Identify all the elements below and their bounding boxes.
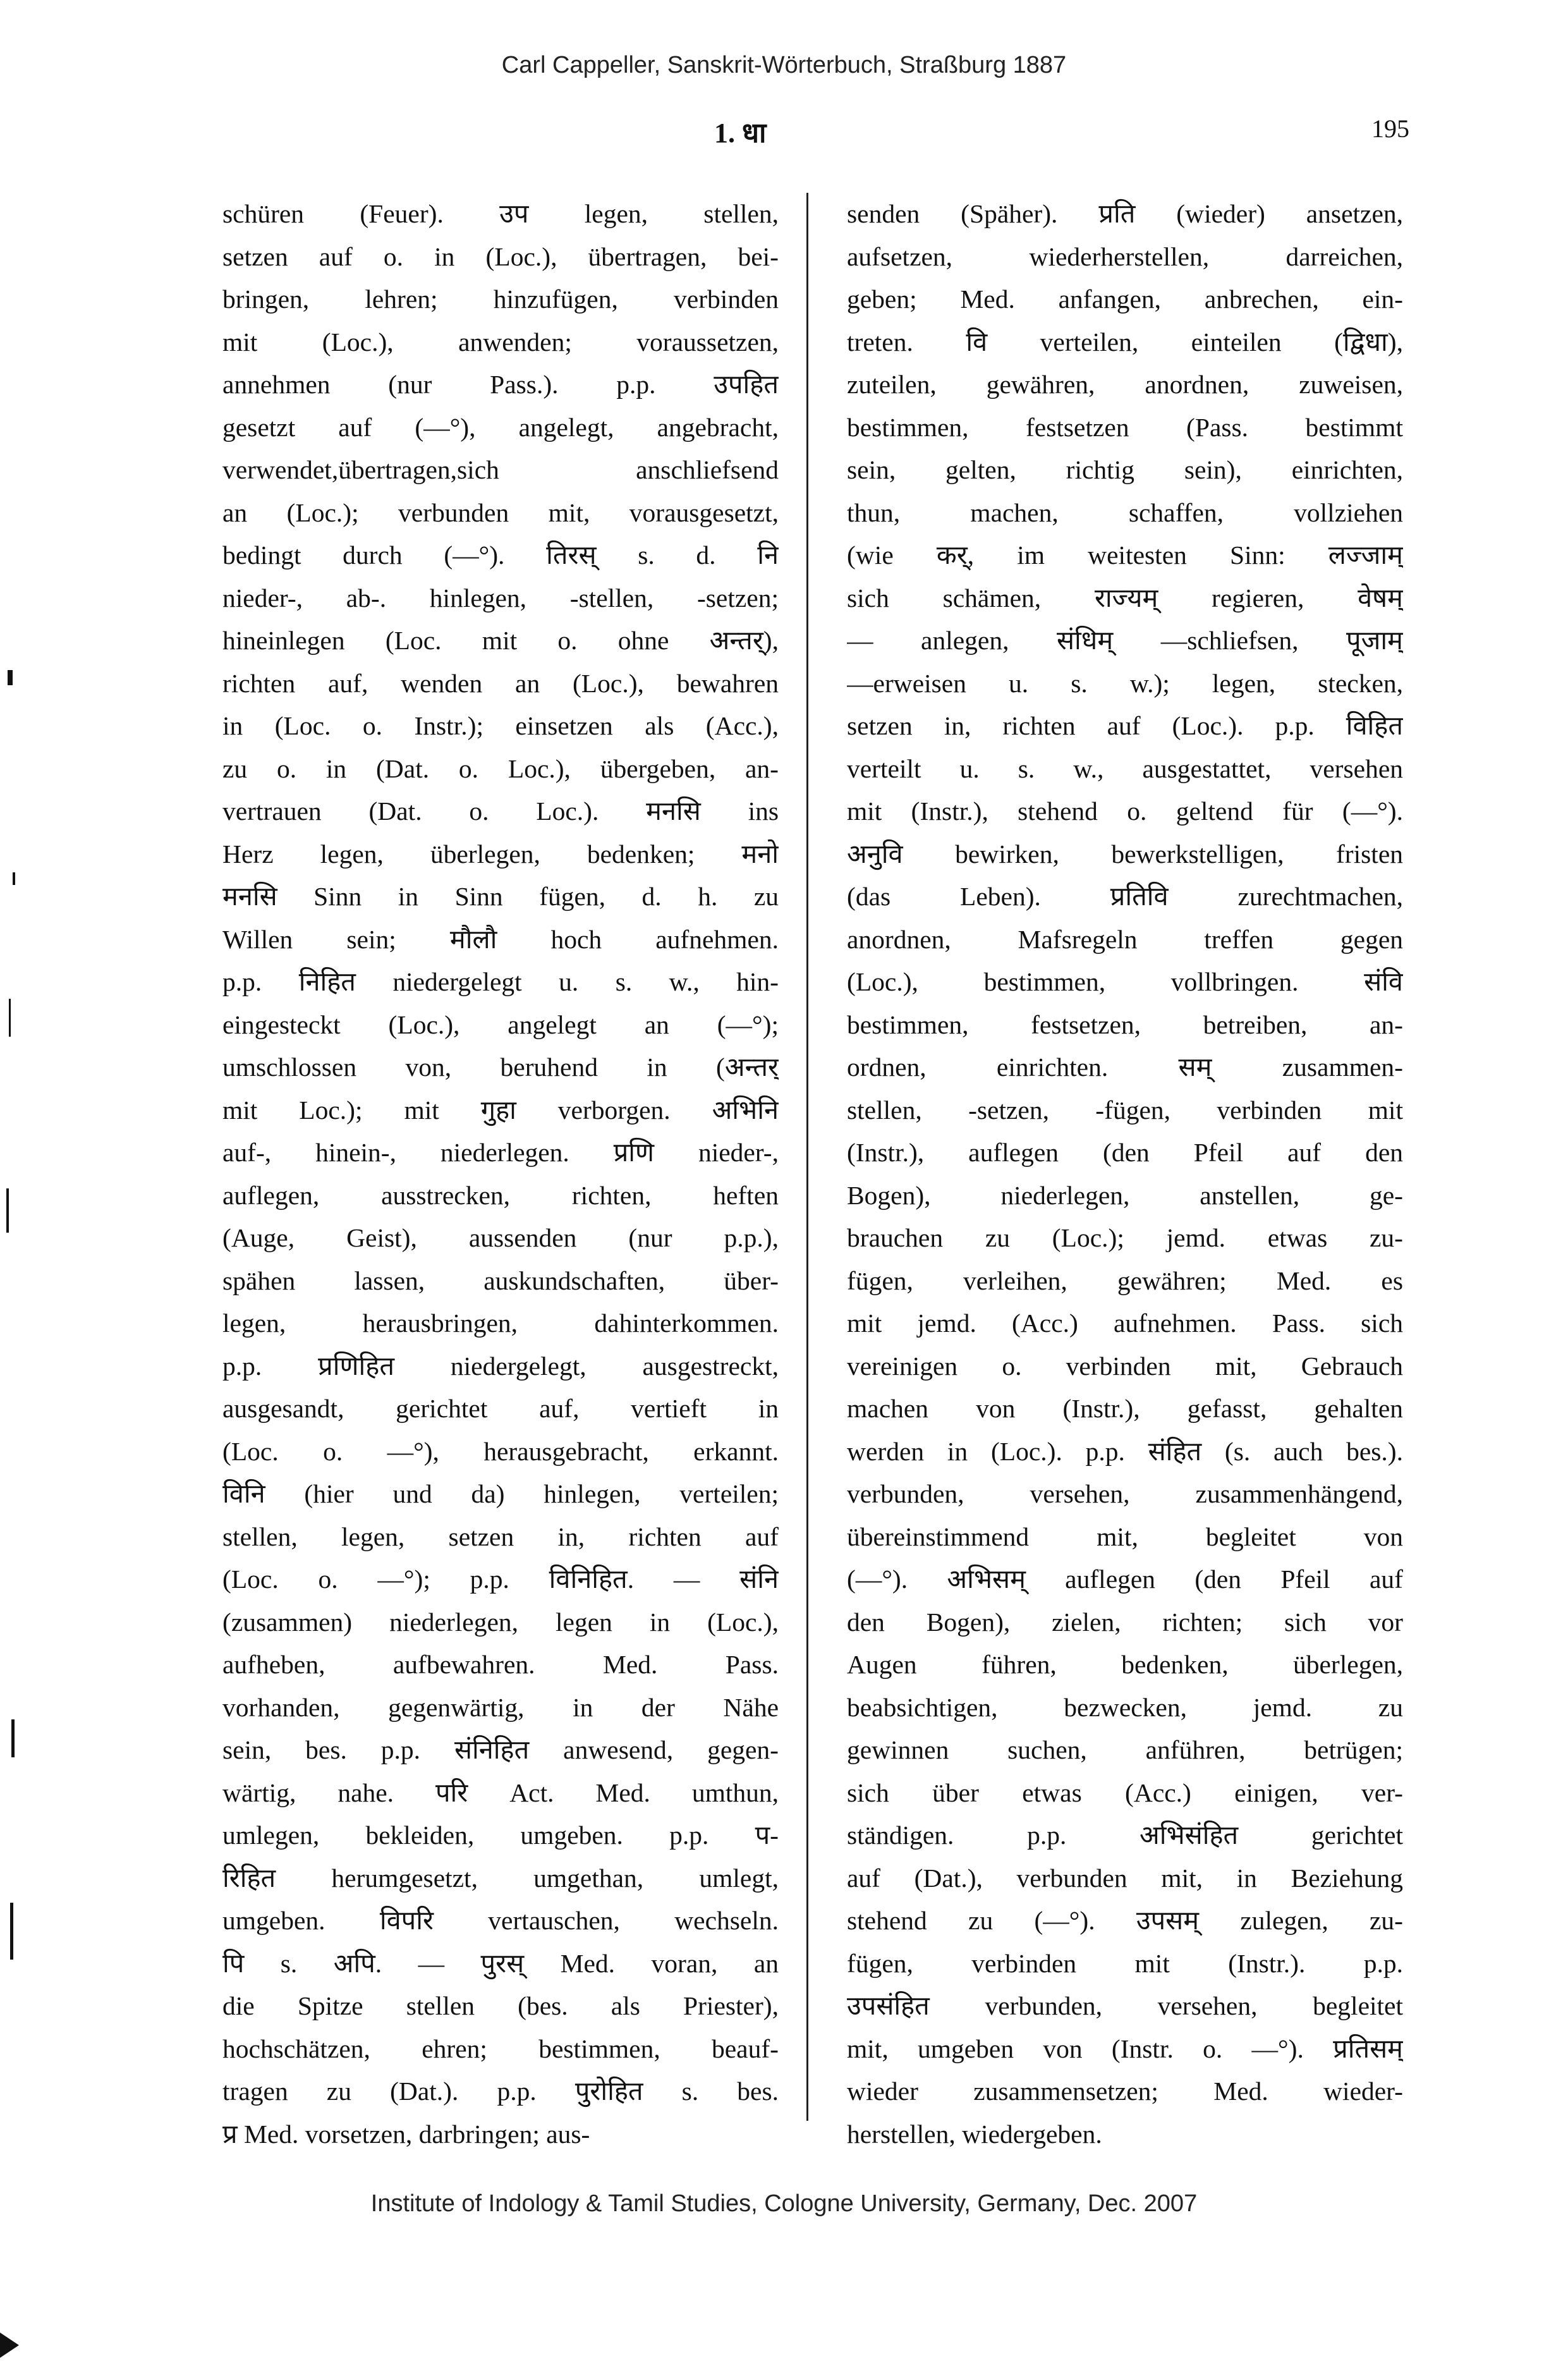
text-line: अनुवि bewirken, bewerkstelligen, fristen [847,839,1403,869]
text-line: Bogen), niederlegen, anstellen, ge- [847,1180,1403,1210]
source-header: Carl Cappeller, Sanskrit-Wörterbuch, Straßburg 1887 [501,52,1067,78]
text-line: in (Loc. o. Instr.); einsetzen als (Acc.), [222,711,779,740]
text-line: anordnen, Mafsregeln treffen gegen [847,924,1403,954]
text-line: sein, gelten, richtig sein), einrichten, [847,455,1403,484]
text-line: (Loc. o. —°), herausgebracht, erkannt. [222,1436,779,1466]
text-line: hochschätzen, ehren; bestimmen, beauf- [222,2034,779,2063]
text-line: umlegen, bekleiden, umgeben. p.p. प- [222,1821,779,1850]
text-line: stehend zu (—°). उपसम् zulegen, zu- [847,1906,1403,1935]
text-line: रिहित herumgesetzt, umgethan, umlegt, [222,1863,779,1893]
text-line: nieder-, ab-. hinlegen, -stellen, -setzen; [222,583,779,613]
text-line: bestimmen, festsetzen, betreiben, an- [847,1010,1403,1039]
text-line: (Auge, Geist), aussenden (nur p.p.), [222,1223,779,1252]
text-line: p.p. प्रणिहित niedergelegt, ausgestreckt, [222,1351,779,1381]
text-line: gesetzt auf (—°), angelegt, angebracht, [222,412,779,442]
text-line: विनि (hier und da) hinlegen, verteilen; [222,1479,779,1508]
text-line: (Instr.), auflegen (den Pfeil auf den [847,1138,1403,1167]
text-line: मनसि Sinn in Sinn fügen, d. h. zu [222,882,779,911]
text-line: legen, herausbringen, dahinterkommen. [222,1309,779,1338]
text-line: zuteilen, gewähren, anordnen, zuweisen, [847,370,1403,399]
text-line: aufheben, aufbewahren. Med. Pass. [222,1650,779,1679]
text-line: stellen, legen, setzen in, richten auf [222,1522,779,1551]
text-line: werden in (Loc.). p.p. संहित (s. auch bes.). [847,1436,1403,1466]
text-line: Augen führen, bedenken, überlegen, [847,1650,1403,1679]
text-line: ausgesandt, gerichtet auf, vertieft in [222,1394,779,1423]
text-line: fügen, verbinden mit (Instr.). p.p. [847,1948,1403,1978]
text-line: (das Leben). प्रतिवि zurechtmachen, [847,882,1403,911]
column-divider [806,193,808,2121]
text-line: — anlegen, संधिम् —schliefsen, पूजाम् [847,626,1403,655]
text-line: sich schämen, राज्यम् regieren, वेषम् [847,583,1403,613]
text-line: bedingt durch (—°). तिरस् s. d. नि [222,540,779,570]
footer-credit: Institute of Indology & Tamil Studies, Cologne University, Germany, Dec. 2007 [370,2190,1198,2217]
text-line: mit Loc.); mit गुहा verborgen. अभिनि [222,1095,779,1125]
text-line: (wie कर्, im weitesten Sinn: लज्जाम् [847,540,1403,570]
text-line: verbunden, versehen, zusammenhängend, [847,1479,1403,1508]
text-line: p.p. निहित niedergelegt u. s. w., hin- [222,967,779,996]
running-head: 1. धा [714,118,767,149]
text-line: auflegen, ausstrecken, richten, heften [222,1180,779,1210]
text-line: bestimmen, festsetzen (Pass. bestimmt [847,412,1403,442]
text-line: gewinnen suchen, anführen, betrügen; [847,1735,1403,1764]
text-line: wieder zusammensetzen; Med. wieder- [847,2077,1403,2106]
text-line: (Loc. o. —°); p.p. विनिहित. — संनि [222,1565,779,1594]
text-line: vereinigen o. verbinden mit, Gebrauch [847,1351,1403,1381]
page-number: 195 [1371,114,1409,143]
text-line: hineinlegen (Loc. mit o. ohne अन्तर्), [222,626,779,655]
margin-mark [9,999,11,1037]
text-line: übereinstimmend mit, begleitet von [847,1522,1403,1551]
text-line: verwendet,übertragen,sich anschliefsend [222,455,779,484]
text-line: sich über etwas (Acc.) einigen, ver- [847,1778,1403,1807]
text-line: fügen, verleihen, gewähren; Med. es [847,1266,1403,1295]
text-line: mit (Instr.), stehend o. geltend für (—°). [847,796,1403,826]
text-line: mit jemd. (Acc.) aufnehmen. Pass. sich [847,1309,1403,1338]
text-line: Herz legen, überlegen, bedenken; मनो [222,839,779,869]
text-line: auf (Dat.), verbunden mit, in Beziehung [847,1863,1403,1893]
text-line: zu o. in (Dat. o. Loc.), übergeben, an- [222,753,779,783]
text-line: Willen sein; मौलौ hoch aufnehmen. [222,924,779,954]
text-line: auf-, hinein-, niederlegen. प्रणि nieder-, [222,1138,779,1167]
text-line: schüren (Feuer). उप legen, stellen, [222,199,779,228]
text-line: ständigen. p.p. अभिसंहित gerichtet [847,1821,1403,1850]
left-column [222,193,779,2156]
margin-mark [13,872,15,885]
text-line: die Spitze stellen (bes. als Priester), [222,1991,779,2020]
text-line: umgeben. विपरि vertauschen, wechseln. [222,1906,779,1935]
text-line: setzen auf o. in (Loc.), übertragen, bei- [222,241,779,271]
text-line: aufsetzen, wiederherstellen, darreichen, [847,241,1403,271]
text-line: thun, machen, schaffen, vollziehen [847,497,1403,527]
text-line: —erweisen u. s. w.); legen, stecken, [847,668,1403,698]
text-line: geben; Med. anfangen, anbrechen, ein- [847,284,1403,314]
text-line: प्र Med. vorsetzen, darbringen; aus- [222,2119,590,2149]
margin-mark [10,1903,13,1960]
text-line: (—°). अभिसम् auflegen (den Pfeil auf [847,1565,1403,1594]
right-column [847,193,1403,2156]
text-line: (zusammen) niederlegen, legen in (Loc.), [222,1607,779,1637]
text-line: umschlossen von, beruhend in (अन्तर् [222,1052,779,1082]
text-line: mit (Loc.), anwenden; voraussetzen, [222,327,779,357]
text-line: tragen zu (Dat.). p.p. पुरोहित s. bes. [222,2077,779,2106]
margin-mark [6,1188,9,1233]
text-line: bringen, lehren; hinzufügen, verbinden [222,284,779,314]
text-line: sein, bes. p.p. संनिहित anwesend, gegen- [222,1735,779,1764]
text-line: richten auf, wenden an (Loc.), bewahren [222,668,779,698]
margin-mark [8,670,13,685]
text-line: brauchen zu (Loc.); jemd. etwas zu- [847,1223,1403,1252]
corner-mark [0,2333,19,2358]
text-line: vertrauen (Dat. o. Loc.). मनसि ins [222,796,779,826]
text-line: पि s. अपि. — पुरस् Med. voran, an [222,1948,779,1978]
text-line: (Loc.), bestimmen, vollbringen. संवि [847,967,1403,996]
text-line: stellen, -setzen, -fügen, verbinden mit [847,1095,1403,1125]
text-line: annehmen (nur Pass.). p.p. उपहित [222,370,779,399]
text-line: vorhanden, gegenwärtig, in der Nähe [222,1692,779,1722]
text-line: उपसंहित verbunden, versehen, begleitet [847,1991,1403,2020]
text-line: ordnen, einrichten. सम् zusammen- [847,1052,1403,1082]
text-line: verteilt u. s. w., ausgestattet, versehen [847,753,1403,783]
text-line: spähen lassen, auskundschaften, über- [222,1266,779,1295]
text-line: eingesteckt (Loc.), angelegt an (—°); [222,1010,779,1039]
text-line: mit, umgeben von (Instr. o. —°). प्रतिसम् [847,2034,1403,2063]
text-line: senden (Späher). प्रति (wieder) ansetzen, [847,199,1403,228]
text-line: herstellen, wiedergeben. [847,2119,1102,2149]
text-line: wärtig, nahe. परि Act. Med. umthun, [222,1778,779,1807]
text-line: an (Loc.); verbunden mit, vorausgesetzt, [222,497,779,527]
text-line: den Bogen), zielen, richten; sich vor [847,1607,1403,1637]
margin-mark [11,1719,15,1757]
text-line: beabsichtigen, bezwecken, jemd. zu [847,1692,1403,1722]
text-line: treten. वि verteilen, einteilen (द्विधा), [847,327,1403,357]
text-line: setzen in, richten auf (Loc.). p.p. विहित [847,711,1403,740]
text-line: machen von (Instr.), gefasst, gehalten [847,1394,1403,1423]
